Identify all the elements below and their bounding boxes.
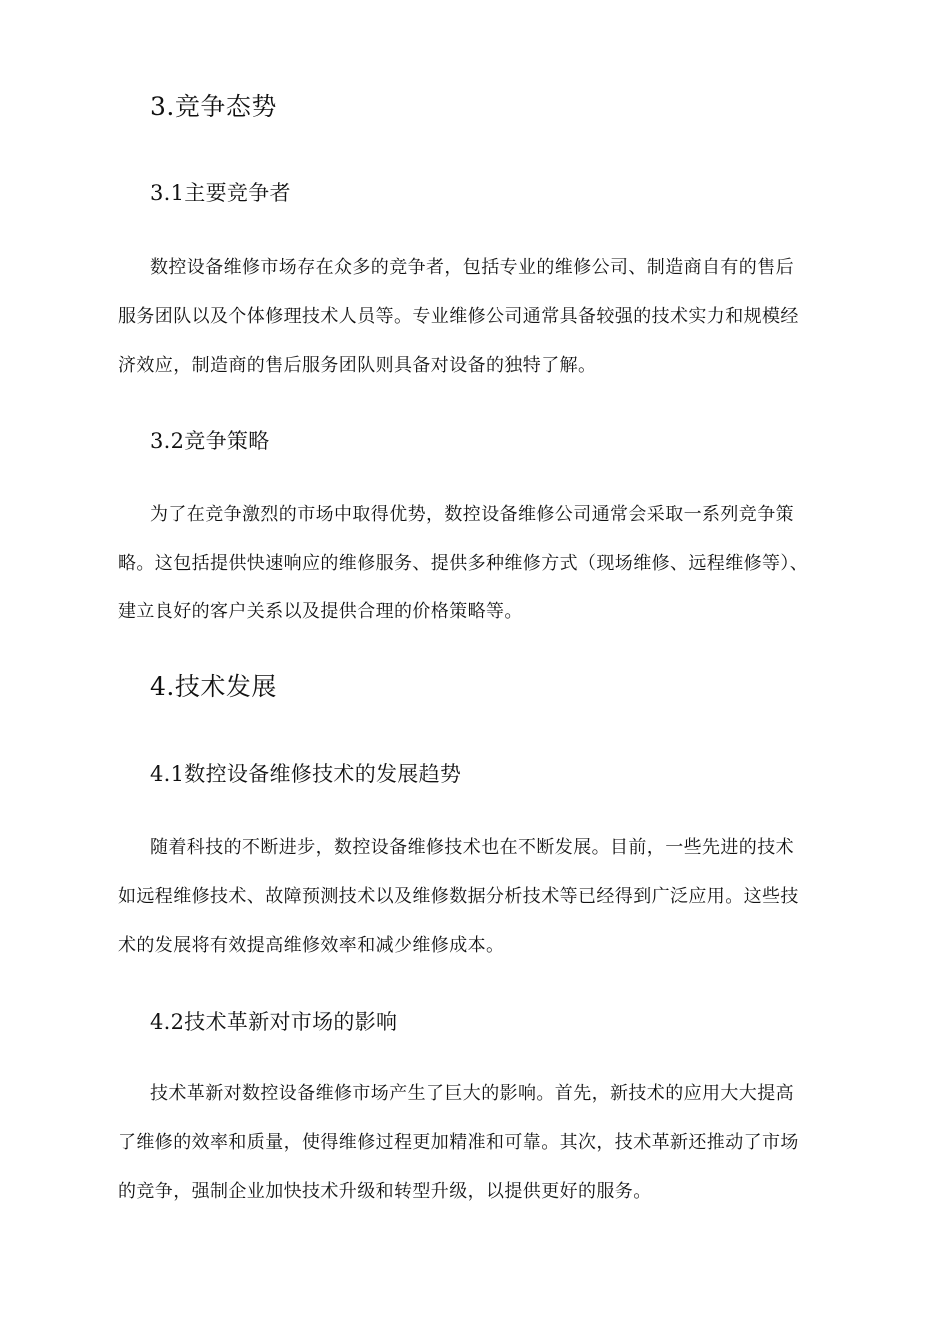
paragraph-3-2-line-3: 建立良好的客户关系以及提供合理的价格策略等。 — [118, 601, 523, 622]
paragraph-3-1-line-3: 济效应，制造商的售后服务团队则具备对设备的独特了解。 — [118, 355, 597, 376]
paragraph-3-2-line-1: 为了在竞争激烈的市场中取得优势，数控设备维修公司通常会采取一系列竞争策 — [150, 504, 794, 525]
subsection-heading-4-1: 4.1数控设备维修技术的发展趋势 — [150, 762, 462, 786]
section-heading-3: 3.竞争态势 — [150, 92, 277, 121]
paragraph-4-2-line-3: 的竞争，强制企业加快技术升级和转型升级，以提供更好的服务。 — [118, 1181, 652, 1202]
paragraph-3-1-line-1: 数控设备维修市场存在众多的竞争者，包括专业的维修公司、制造商自有的售后 — [150, 257, 794, 278]
paragraph-4-2-line-1: 技术革新对数控设备维修市场产生了巨大的影响。首先，新技术的应用大大提高 — [150, 1083, 794, 1104]
subsection-heading-3-2: 3.2竞争策略 — [150, 429, 270, 453]
paragraph-4-1-line-2: 如远程维修技术、故障预测技术以及维修数据分析技术等已经得到广泛应用。这些技 — [118, 886, 799, 907]
paragraph-4-1-line-1: 随着科技的不断进步，数控设备维修技术也在不断发展。目前，一些先进的技术 — [150, 837, 794, 858]
paragraph-3-1-line-2: 服务团队以及个体修理技术人员等。专业维修公司通常具备较强的技术实力和规模经 — [118, 306, 799, 327]
subsection-heading-4-2: 4.2技术革新对市场的影响 — [150, 1010, 398, 1034]
paragraph-4-1-line-3: 术的发展将有效提高维修效率和减少维修成本。 — [118, 935, 505, 956]
paragraph-3-2-line-2: 略。这包括提供快速响应的维修服务、提供多种维修方式（现场维修、远程维修等）、 — [118, 553, 809, 574]
paragraph-4-2-line-2: 了维修的效率和质量，使得维修过程更加精准和可靠。其次，技术革新还推动了市场 — [118, 1132, 799, 1153]
subsection-heading-3-1: 3.1主要竞争者 — [150, 181, 291, 205]
section-heading-4: 4.技术发展 — [150, 672, 277, 701]
